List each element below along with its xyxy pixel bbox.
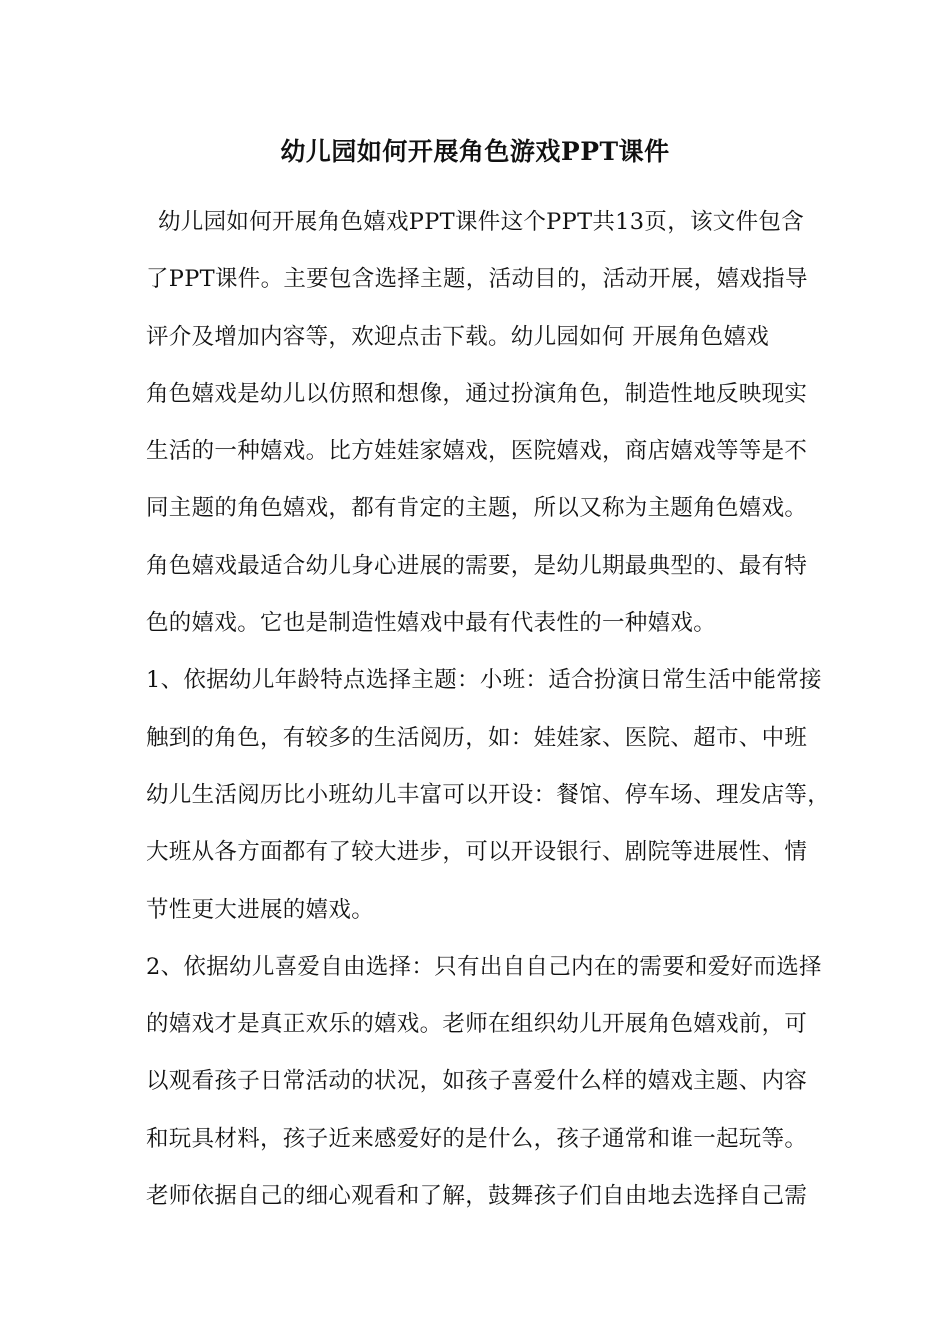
text-line: 2、依据幼儿喜爱自由选择：只有出自自己内在的需要和爱好而选择 [146, 953, 822, 980]
document-title: 幼儿园如何开展角色游戏PPT课件 [280, 137, 670, 166]
text-line: 1、依据幼儿年龄特点选择主题：小班：适合扮演日常生活中能常接 [146, 667, 822, 694]
text-line: 色的嬉戏。它也是制造性嬉戏中最有代表性的一种嬉戏。 [146, 610, 717, 637]
document-body [146, 202, 831, 1233]
text-line: 的嬉戏才是真正欢乐的嬉戏。老师在组织幼儿开展角色嬉戏前，可 [146, 1011, 808, 1038]
text-line: 角色嬉戏最适合幼儿身心进展的需要，是幼儿期最典型的、最有特 [146, 552, 808, 579]
text-line: 以观看孩子日常活动的状况，如孩子喜爱什么样的嬉戏主题、内容 [146, 1068, 808, 1095]
text-line: 和玩具材料，孩子近来感爱好的是什么，孩子通常和谁一起玩等。 [146, 1125, 808, 1152]
text-line: 同主题的角色嬉戏，都有肯定的主题，所以又称为主题角色嬉戏。 [146, 495, 808, 522]
text-line: 大班从各方面都有了较大进步，可以开设银行、剧院等进展性、情 [146, 839, 808, 866]
text-line: 触到的角色，有较多的生活阅历，如：娃娃家、医院、超市、中班 [146, 724, 808, 751]
text-line: 幼儿园如何开展角色嬉戏PPT课件这个PPT共13页，该文件包含 [158, 209, 805, 235]
text-line: 了PPT课件。主要包含选择主题，活动目的，活动开展，嬉戏指导 [146, 266, 808, 293]
text-line: 老师依据自己的细心观看和了解，鼓舞孩子们自由地去选择自己需 [146, 1183, 808, 1210]
text-line: 角色嬉戏是幼儿以仿照和想像，通过扮演角色，制造性地反映现实 [146, 380, 808, 407]
text-line: 生活的一种嬉戏。比方娃娃家嬉戏，医院嬉戏，商店嬉戏等等是不 [146, 438, 808, 465]
text-line: 评介及增加内容等，欢迎点击下载。幼儿园如何 开展角色嬉戏 [146, 323, 770, 350]
text-line: 幼儿生活阅历比小班幼儿丰富可以开设：餐馆、停车场、理发店等， [146, 781, 831, 808]
text-line: 节性更大进展的嬉戏。 [146, 896, 375, 923]
